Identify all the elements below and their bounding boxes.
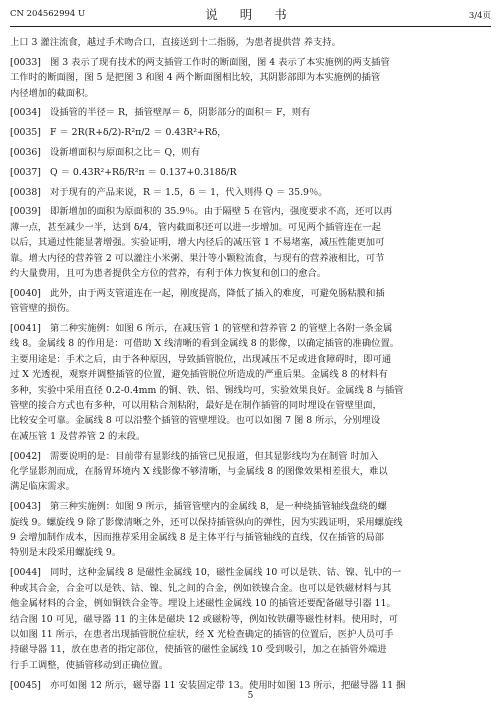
paragraph-line — [10, 545, 492, 560]
paragraph-text: 同时，这种金属线 8 是磁性金属线 10，磁性金属线 10 可以是铁、钴、镍、钆中的一 — [50, 567, 402, 579]
paragraph-line — [10, 596, 492, 611]
paragraph-text: 特别是末段采用螺旋线 9。 — [10, 547, 122, 559]
paragraph-text: 约大量费用，且可为患者提供全方位的营养，有利于体力恢复和创口的愈合。 — [10, 268, 327, 280]
paragraph — [10, 125, 492, 140]
paragraph-number: [0045] — [10, 679, 41, 691]
paragraph-line — [10, 429, 492, 444]
paragraph-number: [0038] — [10, 186, 41, 198]
paragraph-line — [10, 658, 492, 673]
document-title: 说 明 书 — [205, 7, 296, 22]
paragraph-line — [10, 449, 492, 464]
paragraph-line — [10, 220, 492, 235]
paragraph — [10, 565, 492, 673]
paragraph-line — [10, 565, 492, 580]
paragraph — [10, 165, 492, 180]
paragraph-text: 结合图 10 可见，磁导器 11 的主体是磁块 12 或磁粉等，例如钕铁硼等磁性材料。使用时，可 — [10, 613, 398, 625]
paragraph-number: [0036] — [10, 147, 41, 158]
paragraph-line — [10, 336, 492, 351]
paragraph-number: [0039] — [10, 206, 41, 218]
paragraph-number: [0042] — [10, 450, 41, 462]
paragraph-text: 主要用途是：手术之后，由于各种原因，导致插管脱位，出现减压不足或进食障碍时，即可通 — [10, 353, 392, 365]
paragraph-text: 他金属材料的合金，例如铜铁合金等。埋设上述磁性金属线 10 的插管还要配备磁导引器 11。 — [10, 598, 396, 610]
paragraph-number: [0035] — [10, 127, 41, 139]
paragraph-line — [10, 301, 492, 316]
paragraph-line — [10, 145, 492, 160]
paragraph-line — [10, 627, 492, 642]
paragraph-line — [10, 235, 492, 250]
paragraph-text: 设新增面积与原面积之比＝ Q，则有 — [50, 147, 201, 158]
paragraph — [10, 449, 492, 495]
paragraph-line — [10, 125, 492, 140]
paragraph-text: 旋线 9。螺旋线 9 除了影像清晰之外，还可以保持插管纵向的弹性，因为实践证明，采用螺旋线 — [10, 516, 403, 528]
paragraph — [10, 321, 492, 444]
paragraph-text: 上口 3 灌注流食，越过手术吻合口，直接送到十二指肠，为患者提供营 养支持。 — [10, 37, 341, 48]
paragraph-line — [10, 499, 492, 514]
paragraph-text: 第二种实施例：如图 6 所示，在减压管 1 的管壁和营养管 2 的管壁上各附一条金属 — [50, 323, 393, 335]
paragraph-text: 行手工调整，使插管移动到正确位置。 — [10, 659, 169, 671]
paragraph-line — [10, 383, 492, 398]
paragraph-line — [10, 204, 492, 219]
paragraph-text: 比较安全可靠。金属线 8 可以沿整个插管的管壁埋设。也可以如图 7 图 8 所示，分别埋设 — [10, 415, 381, 427]
paragraph — [10, 145, 492, 160]
paragraph-text: 工作时的断面图，图 5 是把图 3 和图 4 两个断面图相比较，其阴影部即为本实施例的插管 — [10, 72, 381, 84]
paragraph-text: 过 X 光透视，观察并调整插管的位置，避免插管脱位所造成的严重后果。金属线 8 的材料有 — [10, 369, 388, 381]
paragraph-text: 亦可如图 12 所示，磁导器 11 安装固定带 13。使用时如图 13 所示，把磁导器 11 捆 — [50, 679, 406, 691]
paragraph-text: 线 8。金属线 8 的作用是：可借助 X 线清晰的看到金属线 8 的影像，以确定插管的准确位置。 — [10, 338, 400, 350]
paragraph-line — [10, 266, 492, 281]
paragraph — [10, 105, 492, 120]
paragraph-line — [10, 642, 492, 657]
paragraph-line — [10, 352, 492, 367]
paragraph-text: 以后，其通过性能显著增强。实验证明，增大内径后的减压管 1 不易堵塞，减压性能更加可 — [10, 237, 385, 249]
paragraph-line — [10, 464, 492, 479]
paragraph-text: F ＝ 2R(R+δ/2)-R²π/2 ＝ 0.43R²+Rδ， — [50, 127, 227, 139]
paragraph-text: 多种，实验中采用直径 0.2-0.4mm 的铜、铁、铝、锡线均可，实验效果良好。金属线 8 与插管 — [10, 384, 404, 396]
paragraph-text: 第三种实施例：如图 9 所示，插管管壁内的金属线 8，是一种绕插管轴线盘绕的螺 — [50, 501, 387, 513]
paragraph — [10, 499, 492, 561]
paragraph-number: [0044] — [10, 567, 41, 579]
paragraph-text: 管管壁的损伤。 — [10, 303, 76, 315]
paragraph-text: 持磁导器 11，放在患者的指定部位，使插管的磁性金属线 10 受到吸引，加之在插管外端进 — [10, 644, 387, 656]
paragraph-line — [10, 515, 492, 530]
paragraph-line — [10, 185, 492, 200]
publication-number: CN 204562994 U — [10, 9, 86, 19]
paragraph-number: [0037] — [10, 166, 41, 178]
paragraph-text: 种或其合金，合金可以是铁、钴、镍、钆之间的合金，例如铁镍合金。也可以是铁磁材料与其 — [10, 582, 392, 594]
paragraph-line — [10, 35, 492, 50]
paragraph-text: 即新增加的面积为原面积的 35.9％。由于隔壁 5 在管内，强度要求不高，还可以再 — [50, 206, 393, 218]
paragraph — [10, 55, 492, 101]
paragraph-text: 内径增加的截面积。 — [10, 87, 94, 99]
paragraph-line — [10, 86, 492, 101]
document-body — [10, 35, 492, 697]
paragraph-line — [10, 581, 492, 596]
paragraph-number: [0041] — [10, 323, 41, 335]
paragraph-text: 设插管的半径＝ R，插管壁厚＝ δ，阴影部分的面积＝ F，则有 — [50, 107, 311, 119]
paragraph-line — [10, 367, 492, 382]
paragraph-text: 对于现有的产品来说，R ＝ 1.5，δ ＝ 1，代入则得 Q ＝ 35.9％。 — [50, 186, 328, 198]
paragraph-line — [10, 105, 492, 120]
paragraph-text: 化学显影剂而成，在肠胃环境内 X 线影像不够清晰，与金属线 8 的图像效果相差很大，难以 — [10, 466, 388, 478]
paragraph-text: 图 3 表示了现有技术的两支插管工作时的断面图，图 4 表示了本实施例的两支插管 — [50, 56, 390, 68]
paragraph-text: 需要说明的是：目前带有显影线的插管已见报道，但其显影线均为在制管 时加入 — [50, 450, 379, 462]
paragraph-text: 管壁的接合方式也有多种，可以用粘合剂粘附，最好是在制作插管的同时埋设在管壁里面， — [10, 400, 382, 412]
paragraph — [10, 35, 492, 50]
paragraph-text: 在减压管 1 及营养管 2 的末段。 — [10, 430, 146, 442]
paragraph-line — [10, 612, 492, 627]
paragraph-line — [10, 479, 492, 494]
paragraph-line — [10, 251, 492, 266]
paragraph-line — [10, 398, 492, 413]
page-number: 5 — [247, 691, 254, 701]
paragraph-line — [10, 55, 492, 70]
paragraph-text: 满足临床需求。 — [10, 481, 76, 493]
paragraph-number: [0040] — [10, 287, 41, 299]
paragraph — [10, 185, 492, 200]
paragraph-number: [0034] — [10, 107, 41, 119]
paragraph-line — [10, 286, 492, 301]
paragraph-text: 此外，由于两支管道连在一起，刚度提高，降低了插入的难度，可避免肠粘膜和插 — [50, 287, 385, 299]
paragraph-line — [10, 530, 492, 545]
paragraph-text: 以如图 11 所示，在患者出现插管脱位症状，经 X 光检查确定的插管的位置后，医护人员可手 — [10, 628, 394, 640]
paragraph-text: 9 会增加制作成本，因而推荐采用金属线 8 是主体平行与插管轴线的直线，仅在插管的局部 — [10, 532, 384, 544]
paragraph-line — [10, 165, 492, 180]
paragraph-text: Q ＝ 0.43R²+Rδ/R²π ＝ 0.137+0.318δ/R — [50, 166, 237, 178]
page-count: 3/4页 — [468, 11, 491, 21]
paragraph-text: 靠。增大内径的营养管 2 可以灌注小米粥、果汁等小颗粒流食，与现有的营养液相比，可节 — [10, 252, 385, 264]
paragraph-text: 薄一点，甚至减少一半，达到 δ/4，管内截面积还可以进一步增加。可见两个插管连在一起 — [10, 221, 381, 233]
paragraph-line — [10, 70, 492, 85]
paragraph-line — [10, 321, 492, 336]
paragraph-line — [10, 413, 492, 428]
paragraph-number: [0043] — [10, 501, 41, 513]
paragraph — [10, 286, 492, 317]
paragraph — [10, 204, 492, 281]
page-header — [10, 2, 491, 27]
paragraph-number: [0033] — [10, 56, 41, 68]
